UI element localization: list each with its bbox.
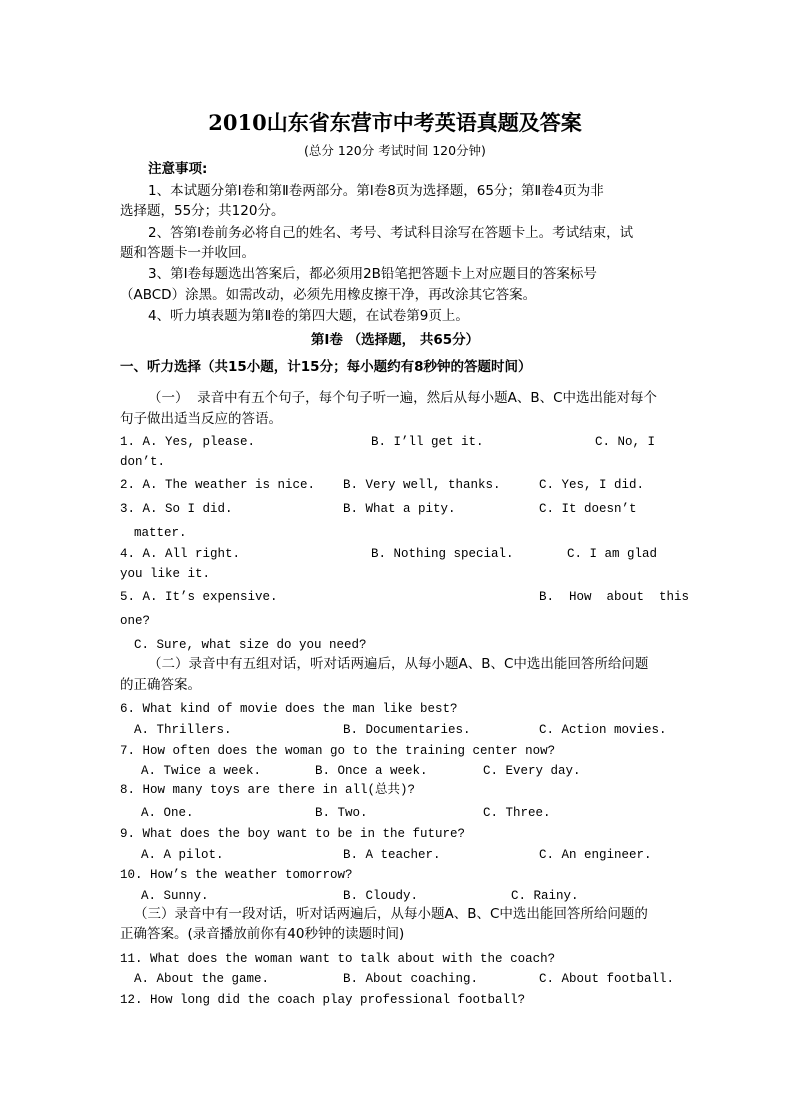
question-8-stem: 8. How many toys are there in all(总共)? [120,783,416,797]
question-3-option-c-cont: matter. [134,526,187,540]
question-11-option-c: C. About football. [539,972,675,986]
question-3-option-b: B. What a pity. [343,502,456,516]
question-5-option-b: B. How about this [539,590,690,604]
question-4-option-b: B. Nothing special. [371,547,514,561]
part1-title: 第Ⅰ卷 （选择题， 共65分） [310,332,480,348]
question-5-option-b-cont: one? [120,614,151,628]
notice-line: 2、答第Ⅰ卷前务必将自己的姓名、考号、考试科目涂写在答题卡上。考试结束，试 [148,225,634,241]
exam-subtitle: (总分 120分 考试时间 120分钟) [304,143,486,158]
section1-heading: 一、听力选择（共15小题，计15分；每小题约有8秒钟的答题时间） [120,359,532,375]
question-9-option-a: A. A pilot. [141,848,224,862]
question-7-option-b: B. Once a week. [315,764,428,778]
question-1-option-c: C. No, I [595,435,656,449]
question-6-option-b: B. Documentaries. [343,723,471,737]
question-7-stem: 7. How often does the woman go to the training center now? [120,744,556,758]
subsection-instruction: 句子做出适当反应的答语。 [120,411,282,427]
question-9-option-c: C. An engineer. [539,848,652,862]
question-1-option-c-cont: don’t. [120,455,166,469]
question-6-option-a: A. Thrillers. [134,723,232,737]
question-10-option-c: C. Rainy. [511,889,579,903]
question-8-option-c: C. Three. [483,806,551,820]
question-3-option-c: C. It doesn’t [539,502,637,516]
question-4-option-c-cont: you like it. [120,567,211,581]
question-5-option-a: 5. A. It’s expensive. [120,590,278,604]
question-12-stem: 12. How long did the coach play professional football? [120,993,526,1007]
question-7-option-a: A. Twice a week. [141,764,262,778]
subsection-instruction: 正确答案。(录音播放前你有40秒钟的读题时间) [120,926,405,942]
question-2-option-b: B. Very well, thanks. [343,478,501,492]
exam-title: 2010山东省东营市中考英语真题及答案 [208,110,582,135]
notice-line: （ABCD）涂黑。如需改动，必须先用橡皮擦干净，再改涂其它答案。 [120,287,537,303]
question-11-stem: 11. What does the woman want to talk about with the coach? [120,952,556,966]
question-4-option-a: 4. A. All right. [120,547,241,561]
question-6-option-c: C. Action movies. [539,723,667,737]
subsection-instruction: 的正确答案。 [120,677,201,693]
question-9-option-b: B. A teacher. [343,848,441,862]
question-9-stem: 9. What does the boy want to be in the future? [120,827,466,841]
question-11-option-a: A. About the game. [134,972,270,986]
question-10-stem: 10. How’s the weather tomorrow? [120,868,353,882]
subsection-instruction: （一） 录音中有五个句子，每个句子听一遍，然后从每小题A、B、C中选出能对每个 [148,390,658,406]
question-7-option-c: C. Every day. [483,764,581,778]
question-10-option-b: B. Cloudy. [343,889,419,903]
notice-heading: 注意事项: [148,161,208,177]
question-5-option-c: C. Sure, what size do you need? [134,638,367,652]
subsection-instruction: （三）录音中有一段对话，听对话两遍后，从每小题A、B、C中选出能回答所给问题的 [134,906,648,922]
question-6-stem: 6. What kind of movie does the man like best? [120,702,458,716]
question-10-option-a: A. Sunny. [141,889,209,903]
question-3-option-a: 3. A. So I did. [120,502,233,516]
notice-line: 选择题，55分；共120分。 [120,203,285,219]
question-2-option-a: 2. A. The weather is nice. [120,478,316,492]
question-8-option-b: B. Two. [315,806,368,820]
question-1-option-a: 1. A. Yes, please. [120,435,256,449]
question-1-option-b: B. I’ll get it. [371,435,484,449]
question-11-option-b: B. About coaching. [343,972,479,986]
question-8-option-a: A. One. [141,806,194,820]
notice-line: 题和答题卡一并收回。 [120,245,255,261]
question-2-option-c: C. Yes, I did. [539,478,645,492]
notice-line: 3、第Ⅰ卷每题选出答案后，都必须用2B铅笔把答题卡上对应题目的答案标号 [148,266,597,282]
subsection-instruction: （二）录音中有五组对话，听对话两遍后，从每小题A、B、C中选出能回答所给问题 [148,656,649,672]
notice-line: 1、本试题分第Ⅰ卷和第Ⅱ卷两部分。第Ⅰ卷8页为选择题，65分；第Ⅱ卷4页为非 [148,183,604,199]
question-4-option-c: C. I am glad [567,547,658,561]
notice-line: 4、听力填表题为第Ⅱ卷的第四大题，在试卷第9页上。 [148,308,469,324]
